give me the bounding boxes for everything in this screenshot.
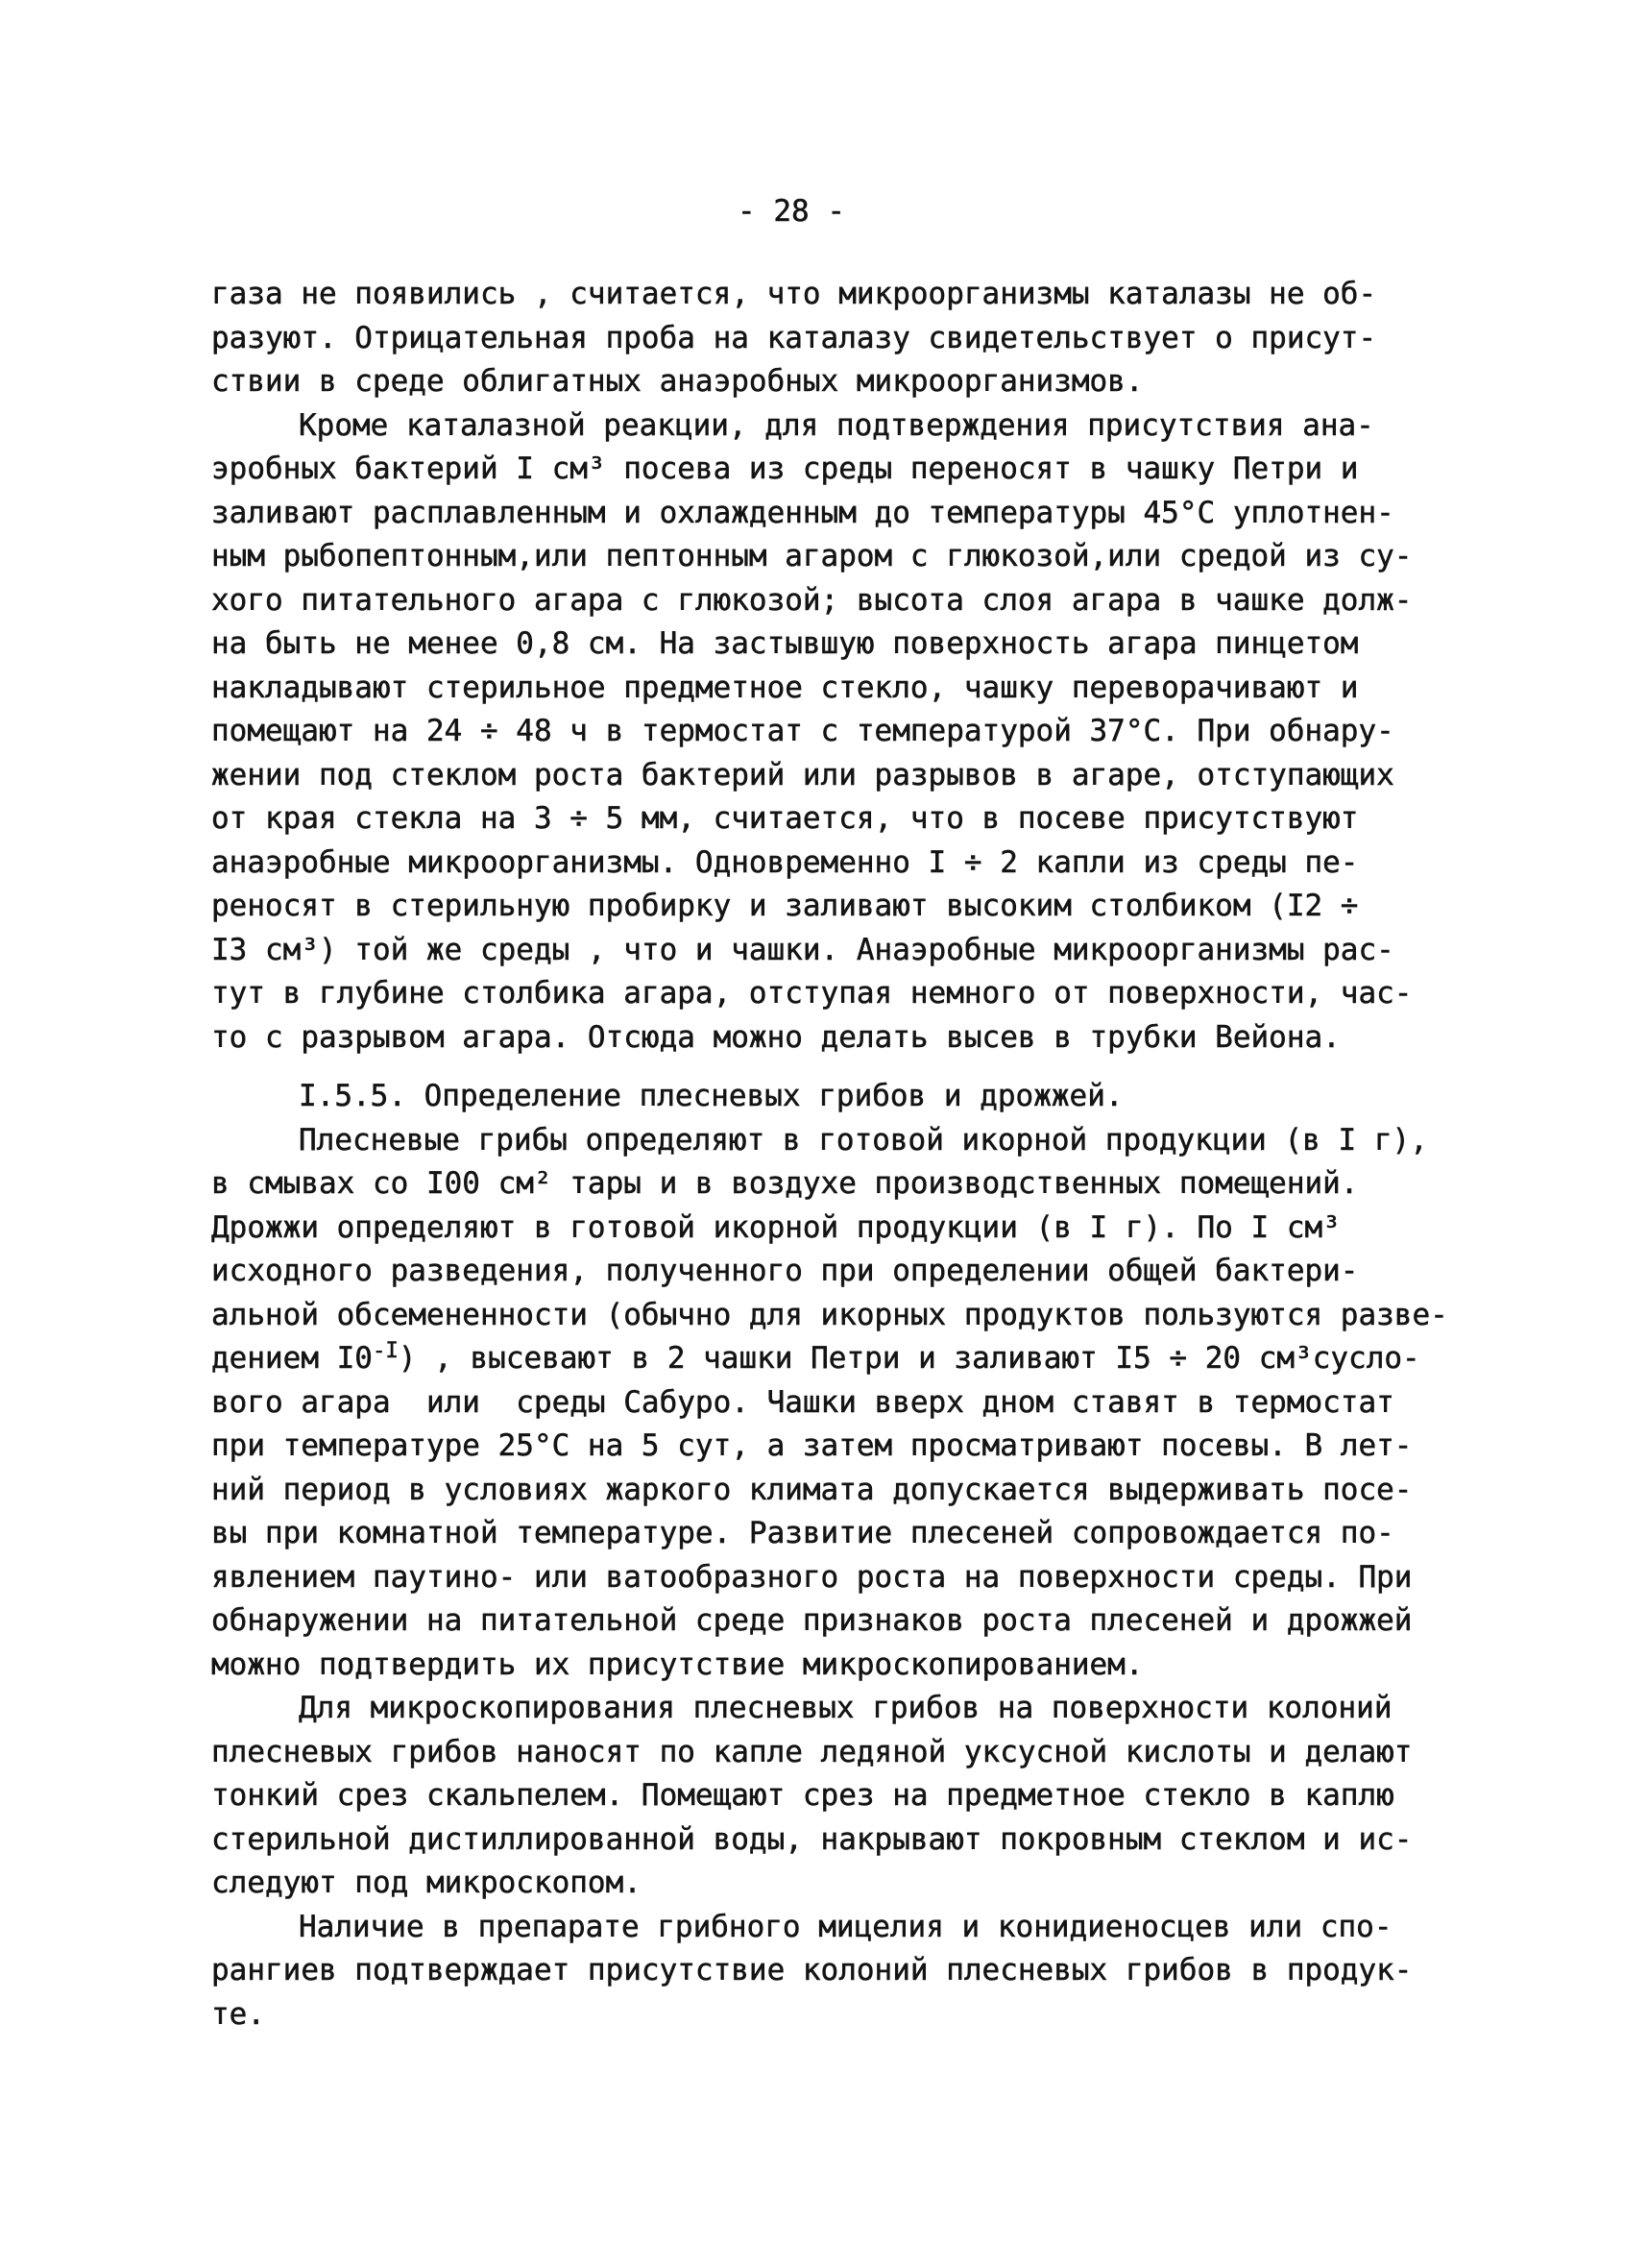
text-line: вого агара или среды Сабуро. Чашки вверх дном ставят в термостат <box>211 1384 1394 1420</box>
text-line: тонкий срез скальпелем. Помещают срез на предметное стекло в каплю <box>211 1778 1394 1813</box>
text-line: анаэробные микроорганизмы. Одновременно I ÷ 2 капли из среды пе- <box>211 844 1359 880</box>
text-line: то с разрывом агара. Отсюда можно делать высев в трубки Вейона. <box>211 1019 1341 1055</box>
paragraph <box>211 1906 1594 2037</box>
paragraph <box>211 404 1594 1061</box>
text-line: помещают на 24 ÷ 48 ч в термостат с температурой 37°С. При обнару- <box>211 714 1394 748</box>
text-line: стерильной дистиллированной воды, накрывают покровным стеклом и ис- <box>211 1821 1413 1857</box>
text-line <box>211 1337 1594 1381</box>
text-line: от края стекла на 3 ÷ 5 мм, считается, что в посеве присутствуют <box>211 801 1359 836</box>
text-line: заливают расплавленным и охлажденным до температуры 45°С уплотнен- <box>211 495 1394 530</box>
text-line: Плесневые грибы определяют в готовой икорной продукции (в I г), <box>299 1122 1428 1158</box>
text-segment: дением I0 <box>211 1341 373 1376</box>
text-line: обнаружении на питательной среде признаков роста плесеней и дрожжей <box>211 1603 1413 1638</box>
text-line: те. <box>211 1996 265 2032</box>
text-line: рангиев подтверждает присутствие колоний плесневых грибов в продук- <box>211 1953 1413 1988</box>
paragraph <box>211 273 1594 404</box>
text-line: вы при комнатной температуре. Развитие плесеней сопровождается по- <box>211 1516 1394 1550</box>
text-segment: ) , высевают в 2 чашки Петри и заливают I5 ÷ 20 см³сусло- <box>398 1341 1420 1376</box>
text-line: на быть не менее 0,8 см. На застывшую поверхность агара пинцетом <box>211 626 1359 661</box>
text-line: I3 см³) той же среды , что и чашки. Анаэробные микроорганизмы рас- <box>211 932 1394 967</box>
text-line: следуют под микроскопом. <box>211 1866 642 1900</box>
text-line: накладывают стерильное предметное стекло, чашку переворачивают и <box>211 670 1359 705</box>
text-line: альной обсемененности (обычно для икорных продуктов пользуются разве- <box>211 1297 1448 1332</box>
text-line: реносят в стерильную пробирку и заливают высоким столбиком (I2 ÷ <box>211 889 1359 923</box>
paragraph <box>211 1687 1594 1906</box>
text-line: при температуре 25°С на 5 сут, а затем просматривают посевы. В лет- <box>211 1428 1413 1463</box>
section-heading: I.5.5. Определение плесневых грибов и дрожжей. <box>299 1079 1124 1113</box>
text-line: разуют. Отрицательная проба на каталазу свидетельствует о присут- <box>211 320 1377 355</box>
text-line: газа не появились , считается, что микроорганизмы каталазы не об- <box>211 277 1377 311</box>
text-line: хого питательного агара с глюкозой; высота слоя агара в чашке долж- <box>211 582 1413 618</box>
text-line: исходного разведения, полученного при определении общей бактери- <box>211 1254 1359 1288</box>
text-line: явлением паутино- или ватообразного роста на поверхности среды. При <box>211 1559 1413 1595</box>
text-line: Дрожжи определяют в готовой икорной продукции (в I г). По I см³ <box>211 1209 1341 1245</box>
text-line: жении под стеклом роста бактерий или разрывов в агаре, отступающих <box>211 757 1394 793</box>
text-body <box>211 273 1594 2036</box>
text-line: эробных бактерий I см³ посева из среды переносят в чашку Петри и <box>211 451 1359 486</box>
superscript-exponent: -I <box>372 1337 399 1363</box>
text-line: в смывах со I00 см² тары и в воздухе производственных помещений. <box>211 1166 1359 1201</box>
text-line: Кроме каталазной реакции, для подтверждения присутствия ана- <box>299 407 1374 443</box>
text-line: ний период в условиях жаркого климата допускается выдерживать посе- <box>211 1472 1413 1507</box>
text-line: плесневых грибов наносят по капле ледяной уксусной кислоты и делают <box>211 1734 1413 1769</box>
page-number: - 28 - <box>738 194 845 229</box>
text-line: тут в глубине столбика агара, отступая немного от поверхности, час- <box>211 976 1413 1011</box>
text-line: Наличие в препарате грибного мицелия и конидиеносцев или спо- <box>299 1909 1393 1944</box>
text-line: ствии в среде облигатных анаэробных микроорганизмов. <box>211 364 1144 399</box>
text-line: можно подтвердить их присутствие микроскопированием. <box>211 1646 1144 1682</box>
paragraph <box>211 1119 1594 1688</box>
text-line: Для микроскопирования плесневых грибов на поверхности колоний <box>299 1691 1393 1725</box>
text-line: ным рыбопептонным,или пептонным агаром с глюкозой,или средой из су- <box>211 539 1413 573</box>
